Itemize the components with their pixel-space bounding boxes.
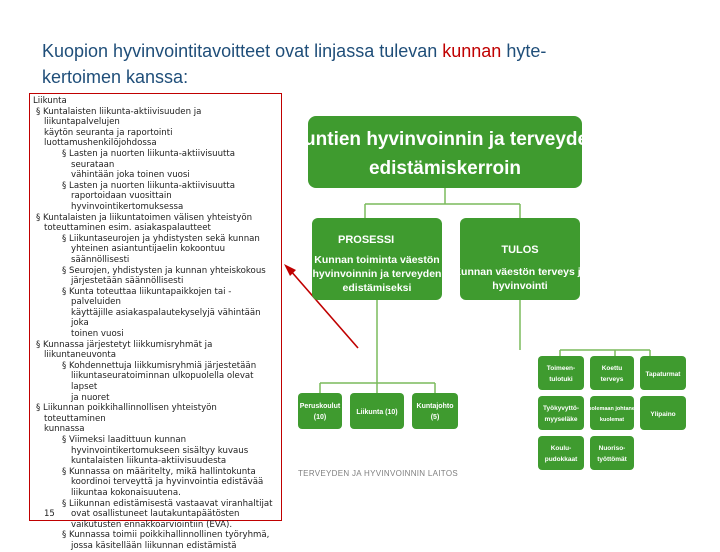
text-line: yhteinen asiantuntijaelin kokoontuu	[71, 244, 226, 255]
ylipaino-label: Ylipaino	[650, 411, 676, 418]
kuolema-box	[590, 396, 634, 430]
koulu-line2: pudokkaat	[544, 456, 578, 463]
koulu-line1: Koulu-	[550, 445, 572, 452]
kunta-box	[412, 393, 458, 429]
text-line: § Lasten ja nuorten liikunta-aktiivisuutta seurataan	[62, 148, 236, 170]
kuolema-line2: kuolemat	[599, 417, 625, 423]
process-line2: hyvinvoinnin ja terveyden	[312, 268, 442, 280]
page-number: 15	[44, 509, 55, 519]
perus-box	[298, 393, 342, 429]
text-line: kuntalaisten liikunta-aktiivisuudesta	[71, 456, 227, 467]
koettu-box	[590, 356, 634, 390]
perus-line1: Peruskoulut	[299, 403, 341, 410]
text-line: järjestetään säännöllisesti	[71, 276, 184, 287]
koulu-box	[538, 436, 584, 470]
text-line: § Kuntalaisten liikunta-aktiivisuuden ja liikuntapalvelujen	[36, 106, 202, 128]
process-label: PROSESSI	[338, 234, 395, 246]
text-line: vähintään joka toinen vuosi	[71, 170, 190, 181]
toim-line1: Toimeen-	[546, 365, 576, 372]
text-line: § Kunnassa järjestetyt liikkumisryhmät ja liikuntaneuvonta	[36, 339, 213, 361]
text-line: § Liikuntaseurojen ja yhdistysten sekä kunnan	[62, 233, 260, 244]
text-line: § Kunnassa toimii poikkihallinnollinen työryhmä,	[62, 530, 270, 541]
kunta-line2: (5)	[430, 414, 440, 421]
text-box	[29, 93, 282, 551]
text-line: § Lasten ja nuorten liikunta-aktiivisuutta	[62, 180, 236, 191]
title-part1: Kuopion hyvinvointitavoitteet ovat linjassa tulevan	[42, 41, 443, 61]
text-line: hyvinvointikertomukseen sisältyy kuvaus	[71, 445, 249, 456]
text-line: säännöllisesti	[71, 254, 130, 265]
nuoriso-box	[590, 436, 634, 470]
result-line1: Kunnan väestön terveys ja	[453, 266, 587, 278]
title-highlight: kunnan	[442, 41, 502, 61]
text-line: § Kohdennettuja liikkumisryhmiä järjestetään	[62, 360, 257, 371]
tyo-line1: Työkyvyttö-	[543, 405, 579, 412]
text-line: § Kunta toteuttaa liikuntapaikkojen tai -palveluiden	[62, 286, 232, 308]
perus-line2: (10)	[313, 414, 327, 421]
text-line: liikuntaa kokonaisuutena.	[71, 487, 181, 498]
text-line: ja nuoret	[71, 392, 110, 403]
nuoriso-line2: työttömät	[597, 456, 627, 463]
toim-line2: tulotuki	[549, 376, 573, 383]
process-line1: Kunnan toiminta väestön	[314, 254, 440, 266]
text-line: toinen vuosi	[71, 329, 124, 340]
text-line: jossa käsitellään liikunnan edistämistä	[71, 540, 237, 551]
text-line: hyvinvointikertomuksessa	[71, 201, 184, 212]
text-line: § Kuntalaisten ja liikuntatoimen välisen yhteistyön	[36, 212, 253, 223]
banner-line2: edistämiskerroin	[368, 158, 522, 179]
koettu-line2: terveys	[600, 376, 624, 383]
title-part2: hyte-	[501, 41, 547, 61]
text-line: § Kunnassa on määritelty, mikä hallintokunta	[62, 466, 256, 477]
tyo-line2: myyseläke	[544, 416, 578, 423]
institute-label: TERVEYDEN JA HYVINVOINNIN LAITOS	[298, 469, 459, 478]
toim-box	[538, 356, 584, 390]
text-line: vaikutusten ennakkoarviointiin (EVA).	[71, 519, 233, 530]
result-line2: hyvinvointi	[492, 280, 548, 292]
koettu-line1: Koettu	[601, 365, 623, 372]
text-line: § Viimeksi laadittuun kunnan	[62, 435, 187, 445]
text-line: käytön seuranta ja raportointi luottamushenkilöjohdossa	[44, 127, 173, 149]
text-line: koordinoi terveyttä ja hyvinvointia edistävää	[71, 477, 264, 488]
text-line: ovat osallistuneet lautakuntapäätösten	[71, 509, 240, 520]
tyo-box	[538, 396, 584, 430]
page-title	[42, 38, 702, 90]
text-line: käyttäjille asiakaspalautekyselyjä vähintään joka	[71, 307, 261, 329]
kuolema-line1: Kuolemaan johtaneet	[584, 406, 640, 412]
text-line: toteuttaminen esim. asiakaspalautteet	[44, 223, 211, 234]
text-line: kunnassa	[44, 424, 85, 435]
result-label: TULOS	[501, 244, 539, 256]
text-line: liikuntaseuratoiminnan ulkopuolella olevat lapset	[71, 371, 254, 393]
text-line: § Liikunnan edistämisestä vastaavat viranhaltijat	[62, 498, 273, 509]
text-line: Liikunta	[33, 96, 67, 106]
title-line2: kertoimen kanssa:	[42, 67, 189, 87]
hyte-diagram	[290, 108, 720, 540]
kunta-line1: Kuntajohto	[416, 403, 454, 410]
process-line3: edistämiseksi	[342, 282, 412, 294]
banner-line1: Kuntien hyvinvoinnin ja terveyden	[290, 129, 600, 150]
text-line: § Liikunnan poikkihallinnollisen yhteistyön toteuttaminen	[36, 403, 217, 424]
nuoriso-line1: Nuoriso-	[598, 445, 626, 452]
liikunta-label: Liikunta (10)	[356, 409, 398, 416]
text-line: § Seurojen, yhdistysten ja kunnan yhteiskokous	[62, 265, 266, 276]
tapat-label: Tapaturmat	[645, 371, 681, 378]
text-line: raportoidaan vuosittain	[71, 191, 172, 202]
